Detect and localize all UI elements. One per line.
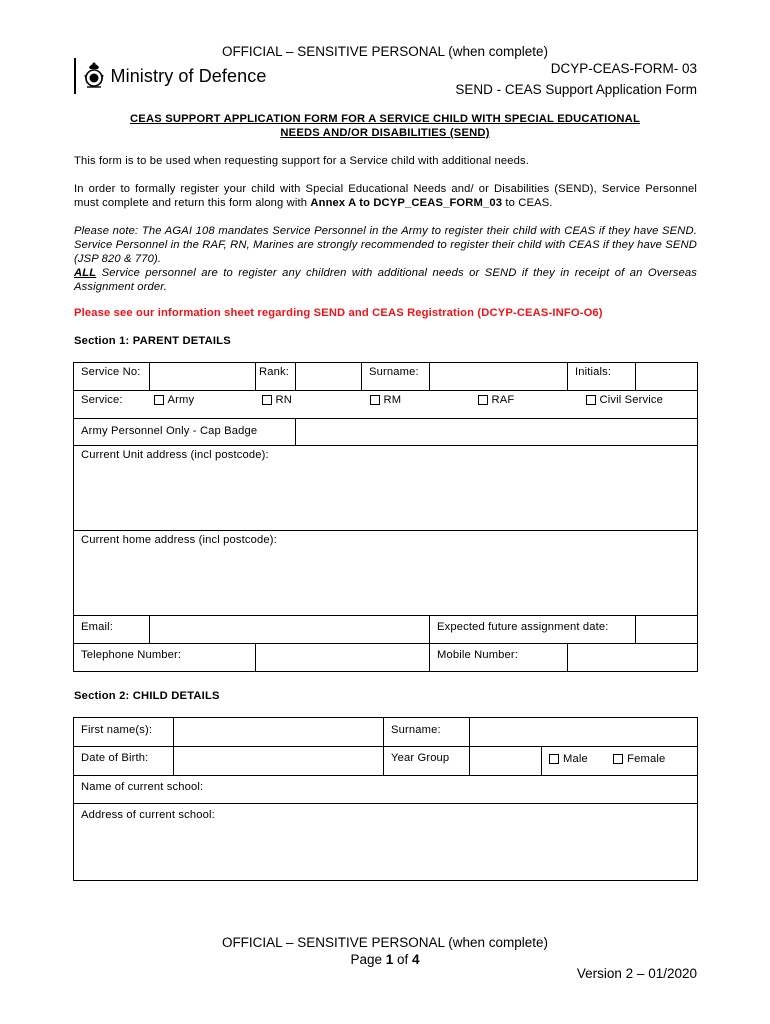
army-checkbox[interactable]: Army: [154, 394, 195, 406]
info-sheet-notice: Please see our information sheet regarding SEND and CEAS Registration (DCYP-CEAS-INFO-O6): [74, 307, 603, 319]
first-names-label: First name(s):: [74, 718, 174, 747]
all-word: ALL: [74, 267, 97, 279]
first-names-field[interactable]: [174, 718, 384, 747]
unit-address-field[interactable]: [74, 446, 698, 531]
initials-field[interactable]: [636, 363, 698, 391]
unit-address-label: Current Unit address (incl postcode):: [81, 449, 269, 461]
checkbox-icon: [154, 395, 164, 405]
page-number: Page 1 of 4: [350, 952, 420, 967]
register-paragraph: [74, 182, 697, 210]
mod-logo: [74, 58, 266, 94]
royal-crest-icon: [83, 61, 105, 91]
parent-details-table: [73, 362, 698, 672]
checkbox-icon: [262, 395, 272, 405]
all-personnel-note: [74, 266, 697, 294]
initials-label: Initials:: [568, 363, 636, 391]
service-label: Service:: [74, 391, 150, 419]
school-address-label: Address of current school:: [81, 809, 215, 821]
cap-badge-label: Army Personnel Only - Cap Badge: [74, 419, 296, 446]
school-address-field[interactable]: [74, 804, 698, 881]
note-paragraph: [74, 224, 697, 294]
rank-field[interactable]: [296, 363, 362, 391]
all-text: Service personnel are to register any children with additional needs or SEND if they in receipt of an Overseas Assignment order.: [74, 267, 697, 293]
service-no-label: Service No:: [74, 363, 150, 391]
parent-surname-field[interactable]: [430, 363, 568, 391]
email-field[interactable]: [150, 616, 430, 644]
form-name: SEND - CEAS Support Application Form: [455, 82, 697, 97]
child-details-table: [73, 717, 698, 881]
checkbox-icon: [370, 395, 380, 405]
school-name-field[interactable]: [74, 776, 698, 804]
raf-checkbox[interactable]: RAF: [478, 394, 515, 406]
version-label: Version 2 – 01/2020: [576, 966, 697, 981]
org-name: Ministry of Defence: [110, 65, 267, 86]
civil-service-checkbox[interactable]: Civil Service: [586, 394, 664, 406]
mobile-label: Mobile Number:: [430, 644, 568, 672]
official-marking-footer: OFFICIAL – SENSITIVE PERSONAL (when complete): [221, 935, 549, 950]
child-surname-field[interactable]: [470, 718, 698, 747]
section1-heading: Section 1: PARENT DETAILS: [74, 335, 231, 347]
school-name-label: Name of current school:: [81, 781, 204, 793]
child-surname-label: Surname:: [384, 718, 470, 747]
service-no-field[interactable]: [150, 363, 256, 391]
section2-heading: Section 2: CHILD DETAILS: [74, 690, 220, 702]
mobile-field[interactable]: [568, 644, 698, 672]
register-text-1: In order to formally register your child with Special Educational Needs and/ or Disabilities (SEND), Service Personnel must complete and return this form along with: [74, 183, 697, 209]
form-title: [74, 112, 696, 140]
assignment-date-label: Expected future assignment date:: [430, 616, 636, 644]
year-group-field[interactable]: [470, 747, 542, 776]
rm-checkbox[interactable]: RM: [370, 394, 402, 406]
dob-label: Date of Birth:: [74, 747, 174, 776]
form-code: DCYP-CEAS-FORM- 03: [550, 61, 697, 76]
service-options: [150, 391, 698, 419]
telephone-field[interactable]: [256, 644, 430, 672]
rank-label: Rank:: [256, 363, 296, 391]
rn-checkbox[interactable]: RN: [262, 394, 292, 406]
email-label: Email:: [74, 616, 150, 644]
form-title-line1: CEAS SUPPORT APPLICATION FORM FOR A SERVICE CHILD WITH SPECIAL EDUCATIONAL: [130, 113, 640, 125]
gender-options: [542, 747, 698, 776]
checkbox-icon: [613, 754, 623, 764]
parent-surname-label: Surname:: [362, 363, 430, 391]
male-checkbox[interactable]: Male: [549, 753, 588, 765]
checkbox-icon: [586, 395, 596, 405]
telephone-label: Telephone Number:: [74, 644, 256, 672]
logo-divider: [74, 58, 76, 94]
home-address-label: Current home address (incl postcode):: [81, 534, 277, 546]
cap-badge-field[interactable]: [296, 419, 698, 446]
annex-reference: Annex A to DCYP_CEAS_FORM_03: [310, 197, 503, 209]
intro-paragraph: This form is to be used when requesting support for a Service child with additional needs.: [74, 155, 530, 167]
register-text-2: to CEAS.: [502, 197, 553, 209]
checkbox-icon: [478, 395, 488, 405]
female-checkbox[interactable]: Female: [613, 753, 665, 765]
form-title-line2: NEEDS AND/OR DISABILITIES (SEND): [280, 127, 490, 139]
official-marking-header: OFFICIAL – SENSITIVE PERSONAL (when complete): [221, 44, 549, 59]
home-address-field[interactable]: [74, 531, 698, 616]
note-text: Please note: The AGAI 108 mandates Service Personnel in the Army to register their child with CEAS if they have SEND. Service Personnel in the RAF, RN, Marines are strongly recommended to register their child with CEAS if they have SEND (JSP 820 & 770).: [74, 225, 697, 265]
year-group-label: Year Group: [384, 747, 470, 776]
assignment-date-field[interactable]: [636, 616, 698, 644]
dob-field[interactable]: [174, 747, 384, 776]
checkbox-icon: [549, 754, 559, 764]
